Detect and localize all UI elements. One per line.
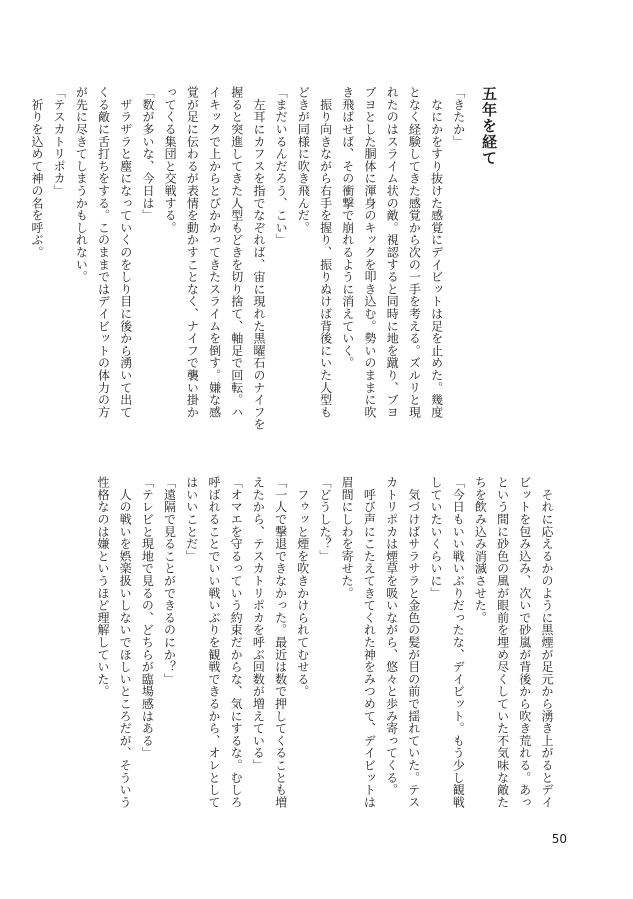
text-block-bottom <box>70 476 558 846</box>
text-line: 「テスカトリポカ」 <box>52 86 67 197</box>
page-number: 50 <box>551 832 567 846</box>
text-line: 握ると突進してきた人型もどきを切り捨て、軸足で回転。ハ <box>229 86 244 419</box>
text-line: くる敵に舌打ちをする。このままではデイビットの体力の方 <box>96 86 111 419</box>
text-line: 「テレビと現地で見るの、どちらが臨場感はある」 <box>140 476 155 759</box>
text-line: イキックで上からとびかかってきたスライムを倒す。嫌な感 <box>207 86 222 419</box>
text-line: フゥッと煙を吹きかけられてむせる。 <box>295 476 310 698</box>
text-line: ちを飲み込み消滅させた。 <box>473 476 488 624</box>
text-block-top <box>29 86 500 456</box>
text-line: 左耳にカフスを指でなぞれば、宙に現れた黒曜石のナイフを <box>251 86 266 431</box>
text-line: 「数が多いな、今日は」 <box>140 86 155 222</box>
text-line: ってくる集団と交戦する。 <box>163 86 178 234</box>
text-line: 「オマエを守るっていう約束だからな、気にするな。むしろ <box>229 476 244 809</box>
text-line: なにかをすり抜けた感覚にデイビットは足を止めた。幾度 <box>429 86 444 419</box>
text-line: 性格なのは嫌というほど理解していた。 <box>95 476 110 698</box>
text-line: はいいことだ」 <box>184 476 199 563</box>
text-line: ビットを包み込み、次いで砂嵐が背後から吹き荒れる。あっ <box>517 476 532 809</box>
chapter-title: 五年を経て <box>480 86 498 166</box>
text-line: 「どうした？」 <box>317 476 332 563</box>
text-line: えたから、テスカトリポカを呼ぶ回数が増えている」 <box>251 476 266 772</box>
text-line: という間に砂色の風が眼前を埋め尽くしていた不気味な敵た <box>495 476 510 809</box>
text-line: 気づけばサラサラと金色の髪が目の前で揺れていた。テス <box>406 476 421 809</box>
text-line: 「遠隔で見ることができるのにか？」 <box>162 476 177 686</box>
text-line: 振り向きながら右手を握り、振りぬけば背後にいた人型も <box>318 86 333 419</box>
text-line: 「一人で撃退できなかった。最近は数で押してくることも増 <box>273 476 288 809</box>
text-line: が先に尽きてしまうかもしれない。 <box>74 86 89 283</box>
text-line: 眉間にしわを寄せた。 <box>340 476 355 599</box>
text-line: ブヨとした胴体に渾身のキックを叩き込む。勢いのままに吹 <box>362 86 377 419</box>
text-line: 「今日もいい戦いぶりだったな、デイビット。もう少し観戦 <box>451 476 466 809</box>
text-line: どきが同様に吹き飛んだ。 <box>296 86 311 234</box>
text-line: 「まだいるんだろう、こい」 <box>274 86 289 246</box>
text-line: 覚が足に伝わるが表情を動かすことなく、ナイフで襲い掛か <box>185 86 200 419</box>
text-line: き飛ばせば、その衝撃で崩れるように消えていく。 <box>340 86 355 369</box>
text-line: 人の戦いを娯楽扱いしないでほしいところだが、そういう <box>118 476 133 809</box>
text-line: 「きたか」 <box>451 86 466 148</box>
text-line: 祈りを込めて神の名を呼ぶ。 <box>29 86 44 259</box>
text-line: となく経験してきた感覚から次の一手を考える。ズルリと現 <box>407 86 422 419</box>
text-line: カトリポカは煙草を吸いながら、悠々と歩み寄ってくる。 <box>384 476 399 796</box>
text-line: していたいくらいに」 <box>428 476 443 599</box>
text-line: 呼び声にこたえてきてくれた神をみつめて、デイビットは <box>362 476 377 809</box>
text-line: れたのはスライム状の敵。視認すると同時に地を蹴り、ブヨ <box>385 86 400 419</box>
text-line: ザラザラと塵になっていくのをしり目に後から湧いて出て <box>118 86 133 419</box>
text-line: それに応えるかのように黒煙が足元から湧き上がるとデイ <box>540 476 554 809</box>
text-line: 呼ばれることでいい戦いぶりを観戦できるから、オレとして <box>206 476 221 809</box>
